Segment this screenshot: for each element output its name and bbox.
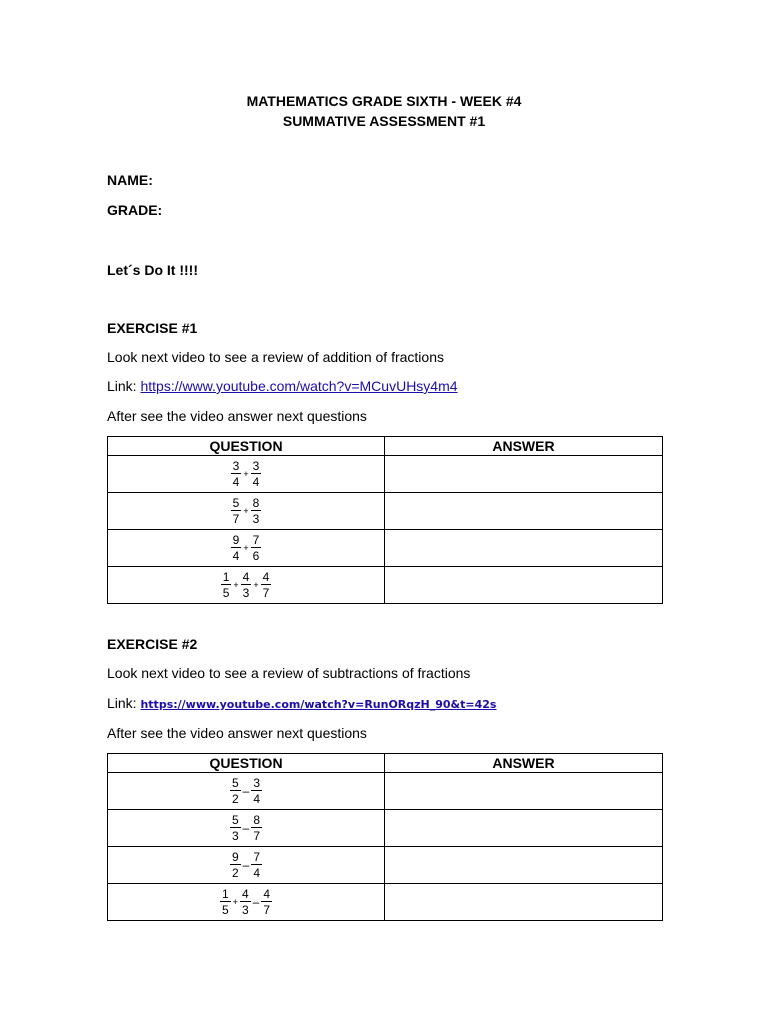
operator: + bbox=[233, 579, 239, 590]
fraction bbox=[251, 814, 262, 842]
question-cell bbox=[108, 567, 385, 604]
exercise2-instruction: Look next video to see a review of subtractions of fractions bbox=[107, 665, 471, 681]
fraction bbox=[251, 460, 262, 488]
exercise2-video-link[interactable]: https://www.youtube.com/watch?v=RunORqzH_90&t=42s bbox=[140, 698, 497, 711]
fraction bbox=[220, 888, 231, 916]
exercise2-after-text: After see the video answer next questions bbox=[107, 725, 367, 741]
fraction-numerator: 8 bbox=[252, 496, 260, 510]
question-cell bbox=[108, 810, 385, 847]
operator: – bbox=[252, 895, 260, 909]
fraction-numerator: 3 bbox=[253, 776, 261, 790]
fraction bbox=[251, 851, 262, 879]
exercise2-link-label: Link: bbox=[107, 695, 141, 711]
exercise1-table bbox=[107, 436, 663, 604]
fraction-denominator: 2 bbox=[231, 792, 239, 806]
fraction-numerator: 9 bbox=[231, 850, 239, 864]
fraction-denominator: 4 bbox=[253, 792, 261, 806]
exercise1-link-label: Link: bbox=[107, 378, 141, 394]
fraction-numerator: 7 bbox=[253, 850, 261, 864]
answer-cell[interactable] bbox=[385, 884, 663, 921]
exercise1-answer-header: ANSWER bbox=[385, 437, 663, 456]
operator: – bbox=[242, 821, 250, 835]
exercise1-video-link[interactable]: https://www.youtube.com/watch?v=MCuvUHsy4m4 bbox=[140, 378, 458, 394]
fraction-denominator: 3 bbox=[241, 903, 249, 917]
fraction-numerator: 4 bbox=[242, 570, 250, 584]
table-row bbox=[108, 456, 663, 493]
fraction bbox=[251, 534, 262, 562]
fraction-numerator: 4 bbox=[262, 570, 270, 584]
fraction-expression bbox=[108, 777, 384, 805]
operator: + bbox=[243, 542, 249, 553]
fraction-denominator: 5 bbox=[221, 903, 229, 917]
fraction-expression bbox=[108, 888, 384, 916]
exercise1-question-header: QUESTION bbox=[108, 437, 385, 456]
fraction-denominator: 4 bbox=[232, 549, 240, 563]
fraction-denominator: 3 bbox=[252, 512, 260, 526]
fraction-numerator: 1 bbox=[222, 570, 230, 584]
fraction-denominator: 4 bbox=[252, 475, 260, 489]
fraction bbox=[251, 777, 262, 805]
fraction-denominator: 7 bbox=[253, 829, 261, 843]
fraction-numerator: 5 bbox=[232, 496, 240, 510]
fraction-expression bbox=[108, 534, 384, 562]
fraction bbox=[221, 571, 232, 599]
fraction bbox=[231, 497, 242, 525]
fraction-expression bbox=[108, 571, 384, 599]
question-cell bbox=[108, 773, 385, 810]
fraction-denominator: 3 bbox=[231, 829, 239, 843]
fraction-numerator: 3 bbox=[232, 459, 240, 473]
fraction-denominator: 6 bbox=[252, 549, 260, 563]
table-row bbox=[108, 810, 663, 847]
fraction bbox=[230, 777, 241, 805]
exercise2-table bbox=[107, 753, 663, 921]
fraction-numerator: 5 bbox=[231, 813, 239, 827]
fraction-denominator: 7 bbox=[232, 512, 240, 526]
exercise2-heading: EXERCISE #2 bbox=[107, 636, 198, 652]
answer-cell[interactable] bbox=[385, 493, 663, 530]
exercise2-link-line bbox=[107, 695, 496, 711]
table-row bbox=[108, 773, 663, 810]
exercise1-link-line bbox=[107, 378, 458, 394]
operator: + bbox=[243, 505, 249, 516]
answer-cell[interactable] bbox=[385, 847, 663, 884]
exercise1-heading: EXERCISE #1 bbox=[107, 320, 198, 336]
exercise1-after-text: After see the video answer next questions bbox=[107, 408, 367, 424]
exercise2-answer-header: ANSWER bbox=[385, 754, 663, 773]
fraction-denominator: 7 bbox=[262, 586, 270, 600]
intro-text: Let´s Do It !!!! bbox=[107, 262, 198, 278]
question-cell bbox=[108, 847, 385, 884]
name-label: NAME: bbox=[107, 172, 153, 188]
fraction-denominator: 2 bbox=[231, 866, 239, 880]
page-subtitle: SUMMATIVE ASSESSMENT #1 bbox=[282, 113, 486, 129]
fraction-numerator: 4 bbox=[241, 887, 249, 901]
question-cell bbox=[108, 530, 385, 567]
fraction-expression bbox=[108, 851, 384, 879]
answer-cell[interactable] bbox=[385, 773, 663, 810]
fraction-expression bbox=[108, 460, 384, 488]
fraction-numerator: 7 bbox=[252, 533, 260, 547]
fraction-numerator: 1 bbox=[221, 887, 229, 901]
exercise1-instruction: Look next video to see a review of addition of fractions bbox=[107, 349, 444, 365]
question-cell bbox=[108, 456, 385, 493]
fraction-numerator: 9 bbox=[232, 533, 240, 547]
answer-cell[interactable] bbox=[385, 567, 663, 604]
fraction bbox=[240, 888, 251, 916]
operator: – bbox=[242, 784, 250, 798]
question-cell bbox=[108, 884, 385, 921]
fraction bbox=[261, 888, 272, 916]
fraction bbox=[230, 814, 241, 842]
table-row bbox=[108, 530, 663, 567]
operator: – bbox=[242, 858, 250, 872]
fraction-expression bbox=[108, 497, 384, 525]
question-cell bbox=[108, 493, 385, 530]
fraction bbox=[241, 571, 252, 599]
fraction-numerator: 4 bbox=[263, 887, 270, 901]
table-row bbox=[108, 493, 663, 530]
fraction bbox=[231, 534, 242, 562]
fraction-denominator: 4 bbox=[253, 866, 261, 880]
operator: + bbox=[253, 579, 259, 590]
table-row bbox=[108, 847, 663, 884]
fraction-denominator: 4 bbox=[232, 475, 240, 489]
grade-label: GRADE: bbox=[107, 202, 163, 218]
fraction-denominator: 5 bbox=[222, 586, 230, 600]
exercise2-question-header: QUESTION bbox=[108, 754, 385, 773]
fraction-numerator: 3 bbox=[252, 459, 260, 473]
table-row bbox=[108, 567, 663, 604]
fraction bbox=[251, 497, 262, 525]
fraction-denominator: 7 bbox=[263, 903, 270, 917]
fraction bbox=[261, 571, 272, 599]
table-row bbox=[108, 884, 663, 921]
operator: + bbox=[243, 468, 249, 479]
fraction-numerator: 8 bbox=[253, 813, 261, 827]
fraction-numerator: 5 bbox=[231, 776, 239, 790]
answer-cell[interactable] bbox=[385, 530, 663, 567]
fraction-denominator: 3 bbox=[242, 586, 250, 600]
page-title: MATHEMATICS GRADE SIXTH - WEEK #4 bbox=[246, 93, 522, 109]
fraction bbox=[230, 851, 241, 879]
operator: + bbox=[232, 896, 238, 907]
answer-cell[interactable] bbox=[385, 456, 663, 493]
fraction bbox=[231, 460, 242, 488]
fraction-expression bbox=[108, 814, 384, 842]
answer-cell[interactable] bbox=[385, 810, 663, 847]
